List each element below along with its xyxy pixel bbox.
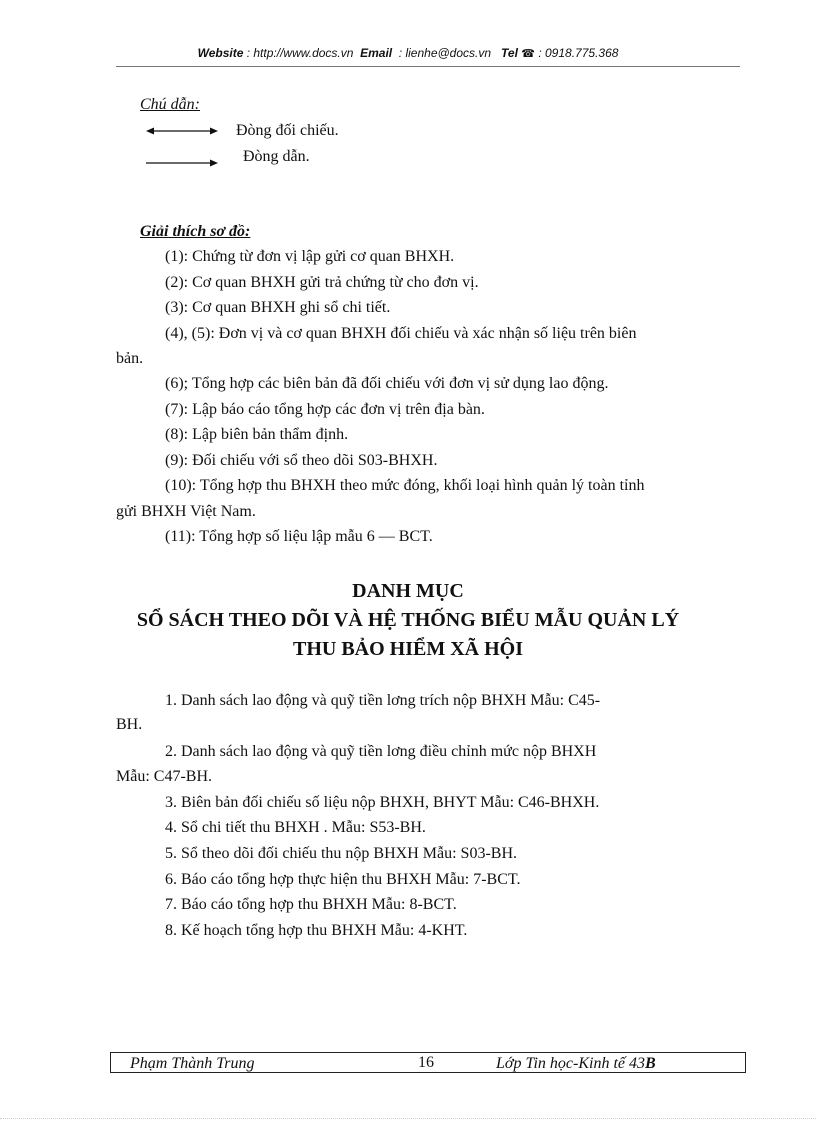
- section-heading: THU BẢO HIỂM XÃ HỘI: [292, 638, 524, 660]
- page-header: [0, 46, 816, 60]
- list-item: 2. Danh sách lao động và quỹ tiền lơng điều chỉnh mức nộp BHXH: [165, 743, 597, 760]
- explanation-item: (2): Cơ quan BHXH gửi trả chứng từ cho đơn vị.: [165, 274, 479, 291]
- bottom-divider: [0, 1118, 816, 1119]
- section-heading: DANH MỤC: [352, 580, 464, 602]
- explanation-item: (3): Cơ quan BHXH ghi sổ chi tiết.: [165, 299, 391, 316]
- list-item: 8. Kế hoạch tổng hợp thu BHXH Mẫu: 4-KHT.: [165, 922, 468, 939]
- phone-icon: ☎: [521, 48, 535, 60]
- explanation-item: (11): Tổng hợp số liệu lập mẫu 6 — BCT.: [165, 528, 433, 545]
- explanation-item: (4), (5): Đơn vị và cơ quan BHXH đối chiếu và xác nhận số liệu trên biên: [165, 325, 637, 342]
- footer-class-text: Lớp Tin học-Kinh tế 43: [496, 1055, 645, 1072]
- legend-item-compare: Đòng đối chiếu.: [236, 122, 339, 139]
- list-item-continued: BH.: [116, 716, 143, 733]
- explanation-item: (10): Tổng hợp thu BHXH theo mức đóng, khối loại hình quản lý toàn tỉnh: [165, 477, 645, 494]
- explanation-item: (8): Lập biên bản thẩm định.: [165, 426, 349, 443]
- legend-item-lead: Đòng dẫn.: [243, 148, 310, 165]
- email-value: : lienhe@docs.vn: [398, 46, 492, 60]
- explanation-item: (6); Tổng hợp các biên bản đã đối chiếu với đơn vị sử dụng lao động.: [165, 375, 609, 392]
- footer-author: Phạm Thành Trung: [130, 1055, 255, 1072]
- header-divider: [116, 66, 740, 67]
- tel-value: : 0918.775.368: [538, 46, 619, 60]
- right-arrow-icon: [146, 156, 218, 174]
- explanation-title: Giải thích sơ đồ:: [140, 223, 251, 240]
- email-label: Email: [360, 46, 393, 60]
- list-item-continued: Mẫu: C47-BH.: [116, 768, 212, 785]
- website-value: : http://www.docs.vn: [246, 46, 354, 60]
- website-label: Website: [197, 46, 244, 60]
- explanation-item: (1): Chứng từ đơn vị lập gửi cơ quan BHXH.: [165, 248, 455, 265]
- explanation-item-continued: gửi BHXH Việt Nam.: [116, 503, 256, 520]
- list-item: 5. Sổ theo dõi đối chiếu thu nộp BHXH Mẫu: S03-BH.: [165, 845, 517, 862]
- footer-class: [496, 1055, 656, 1073]
- explanation-item: (7): Lập báo cáo tổng hợp các đơn vị trên địa bàn.: [165, 401, 485, 418]
- footer-class-suffix: B: [645, 1055, 656, 1072]
- section-heading: SỔ SÁCH THEO DÕI VÀ HỆ THỐNG BIỂU MẪU QUẢN LÝ: [136, 609, 680, 631]
- page-number: 16: [418, 1054, 434, 1071]
- explanation-item: (9): Đối chiếu với sổ theo dõi S03-BHXH.: [165, 452, 438, 469]
- double-arrow-icon: [146, 124, 218, 142]
- tel-label: Tel: [501, 46, 518, 60]
- list-item: 6. Báo cáo tổng hợp thực hiện thu BHXH Mẫu: 7-BCT.: [165, 871, 521, 888]
- list-item: 3. Biên bản đối chiếu số liệu nộp BHXH, BHYT Mẫu: C46-BHXH.: [165, 794, 600, 811]
- legend-title: Chú dẫn:: [140, 96, 200, 113]
- list-item: 1. Danh sách lao động và quỹ tiền lơng trích nộp BHXH Mẫu: C45-: [165, 692, 601, 709]
- list-item: 7. Báo cáo tổng hợp thu BHXH Mẫu: 8-BCT.: [165, 896, 457, 913]
- list-item: 4. Sổ chi tiết thu BHXH . Mẫu: S53-BH.: [165, 819, 426, 836]
- explanation-item-continued: bản.: [116, 350, 144, 367]
